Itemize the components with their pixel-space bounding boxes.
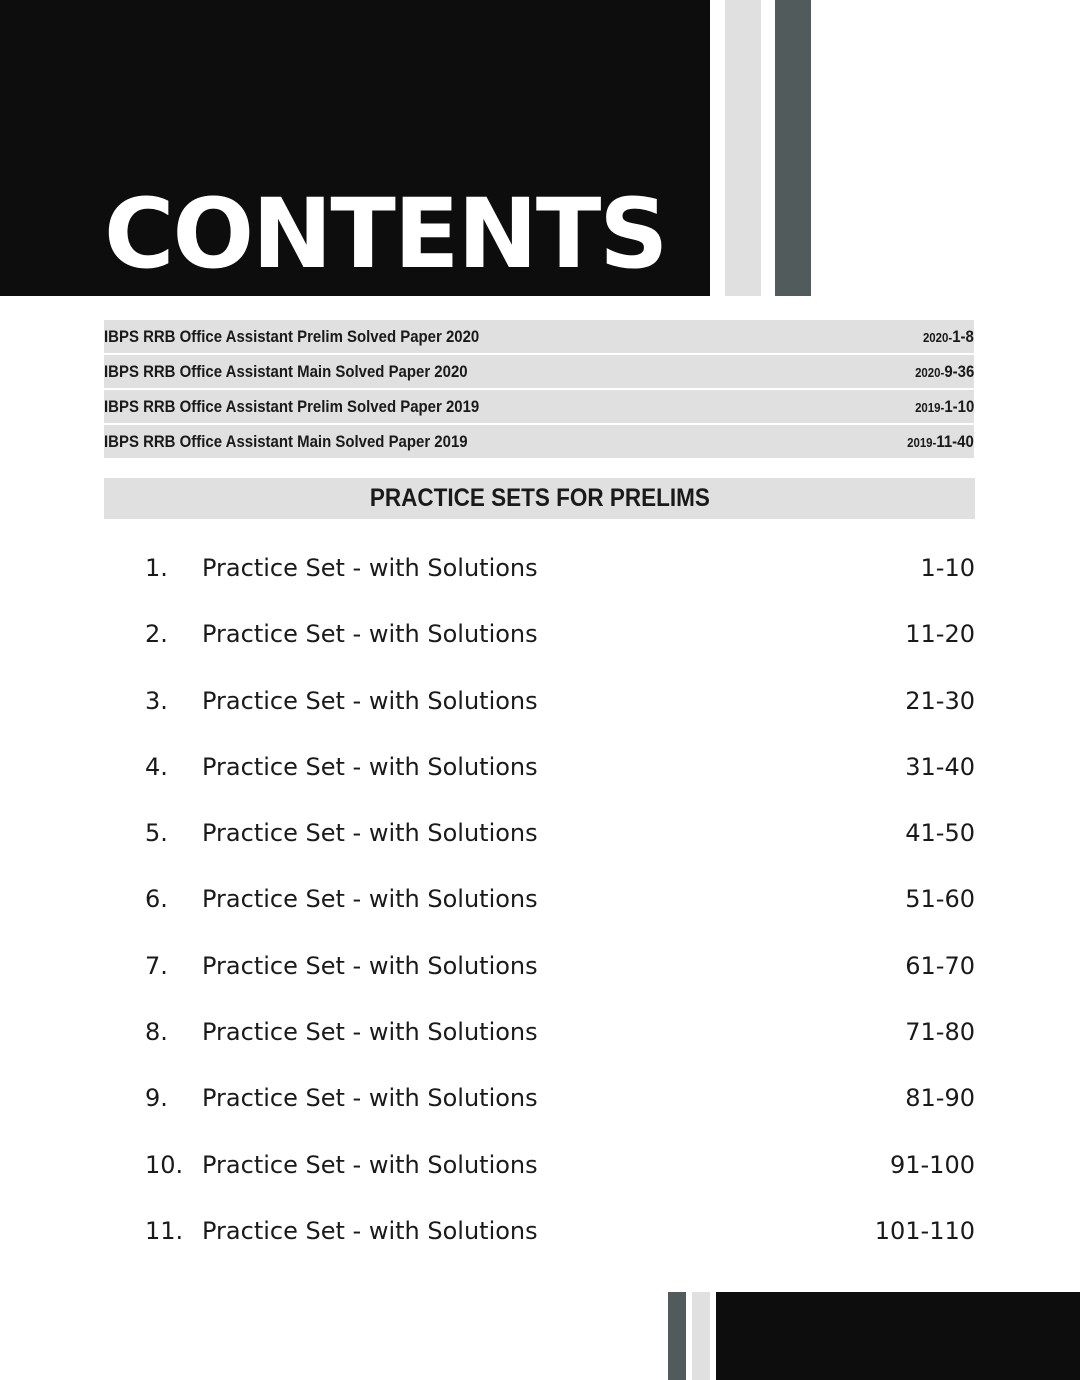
item-number: 4.	[145, 752, 168, 781]
list-item	[145, 944, 975, 1010]
paper-row	[104, 425, 974, 458]
practice-sets-list	[145, 546, 975, 1275]
item-title: Practice Set - with Solutions	[202, 686, 538, 715]
item-pages: 41-50	[905, 819, 975, 848]
item-number: 8.	[145, 1018, 168, 1047]
paper-year: 2019-	[914, 399, 945, 415]
item-pages: 1-10	[920, 554, 975, 582]
paper-pages	[923, 327, 974, 347]
item-title: Practice Set - with Solutions	[202, 1150, 538, 1179]
item-title: Practice Set - with Solutions	[202, 1216, 538, 1245]
paper-title: IBPS RRB Office Assistant Main Solved Paper 2019	[104, 431, 468, 451]
item-pages: 11-20	[905, 620, 975, 649]
item-number: 2.	[145, 620, 168, 649]
item-pages: 71-80	[905, 1018, 975, 1047]
item-pages: 81-90	[905, 1084, 975, 1113]
list-item	[145, 612, 975, 678]
item-number: 5.	[145, 819, 168, 848]
paper-range: 1-10	[944, 396, 974, 416]
paper-pages	[907, 432, 974, 452]
list-item	[145, 1010, 975, 1076]
footer-banner	[716, 1292, 1080, 1380]
page-title: CONTENTS	[104, 178, 667, 290]
item-number: 11.	[145, 1216, 184, 1245]
paper-range: 9-36	[944, 361, 974, 381]
section-header	[104, 478, 975, 519]
item-number: 3.	[145, 686, 168, 715]
list-item	[145, 1209, 975, 1275]
paper-year: 2020-	[923, 329, 953, 345]
decorative-stripe-light-top	[725, 0, 761, 296]
paper-title: IBPS RRB Office Assistant Main Solved Paper 2020	[104, 361, 468, 381]
section-title: PRACTICE SETS FOR PRELIMS	[369, 484, 710, 512]
list-item	[145, 1143, 975, 1209]
paper-year: 2019-	[907, 434, 937, 450]
paper-range: 11-40	[936, 431, 974, 451]
item-number: 7.	[145, 951, 168, 980]
paper-range: 1-8	[952, 326, 974, 346]
item-pages: 31-40	[905, 752, 975, 781]
paper-row	[104, 320, 974, 353]
item-pages: 61-70	[905, 951, 975, 980]
list-item	[145, 1076, 975, 1142]
paper-pages	[915, 362, 974, 382]
list-item	[145, 811, 975, 877]
decorative-stripe-light-bottom	[692, 1292, 710, 1380]
header-banner	[0, 0, 710, 296]
paper-row	[104, 390, 974, 423]
list-item	[145, 877, 975, 943]
paper-title: IBPS RRB Office Assistant Prelim Solved Paper 2019	[104, 396, 480, 416]
item-pages: 21-30	[905, 686, 975, 715]
item-title: Practice Set - with Solutions	[202, 620, 538, 649]
item-title: Practice Set - with Solutions	[202, 885, 538, 914]
item-title: Practice Set - with Solutions	[202, 752, 538, 781]
paper-pages	[915, 397, 974, 417]
item-title: Practice Set - with Solutions	[202, 1084, 538, 1113]
list-item	[145, 546, 975, 612]
decorative-stripe-dark-top	[775, 0, 811, 296]
item-pages: 91-100	[889, 1150, 975, 1179]
item-number: 9.	[145, 1084, 168, 1113]
item-title: Practice Set - with Solutions	[202, 951, 538, 980]
item-number: 10.	[145, 1150, 184, 1179]
item-number: 6.	[145, 885, 168, 914]
list-item	[145, 679, 975, 745]
item-title: Practice Set - with Solutions	[202, 1018, 538, 1047]
paper-row	[104, 355, 974, 388]
solved-papers-list	[104, 320, 974, 460]
item-number: 1.	[145, 554, 168, 582]
item-title: Practice Set - with Solutions	[202, 554, 538, 582]
decorative-stripe-dark-bottom	[668, 1292, 686, 1380]
list-item	[145, 745, 975, 811]
item-pages: 101-110	[874, 1216, 975, 1245]
item-pages: 51-60	[905, 885, 975, 914]
paper-title: IBPS RRB Office Assistant Prelim Solved Paper 2020	[104, 326, 480, 346]
item-title: Practice Set - with Solutions	[202, 819, 538, 848]
paper-year: 2020-	[914, 364, 945, 380]
